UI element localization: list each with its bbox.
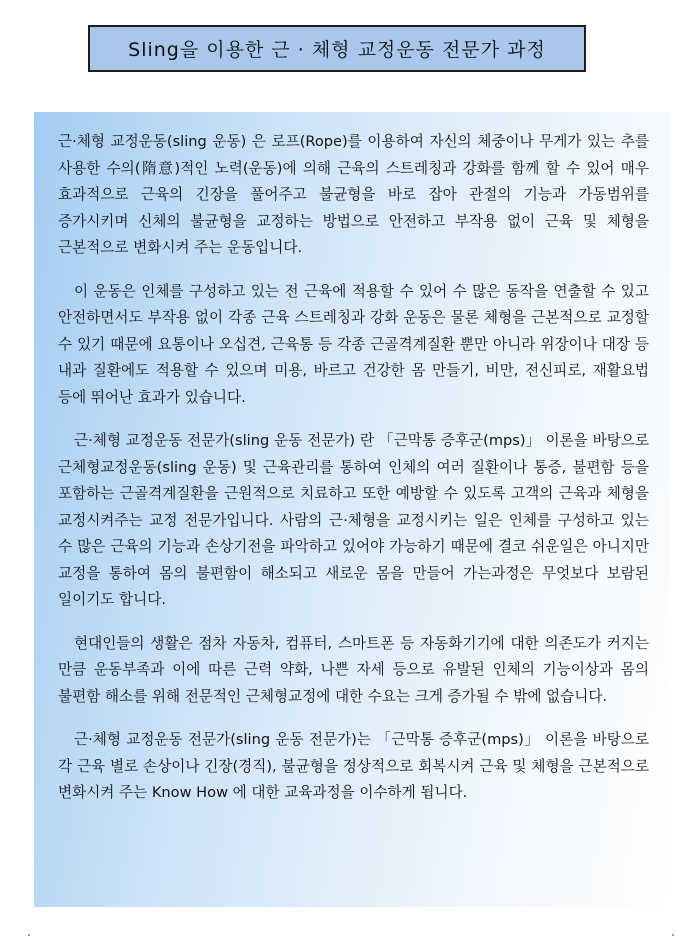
paragraph-applications: 이 운동은 인체를 구성하고 있는 전 근육에 적용할 수 있어 수 많은 동작을 연출할 수 있고 안전하면서도 부작용 없이 각종 근육 스트레칭과 강화 운동은 물론 체형을 근본적으로 교정할 수 있기 때문에 요통이나 오십견, 근육통 등 각종 근골격계질환 뿐만 아니라 위장이나 대장 등 내과 질환에도 적용할 수 있으며 미용, 바르고 건강한 몸 만들기, 비만, 전신피로, 재활요법 등에 뛰어난 효과가 있습니다. xyxy=(58,282,649,406)
paragraph-intro: 근·체형 교정운동(sling 운동) 은 로프(Rope)를 이용하여 자신의 체중이나 무게가 있는 추를 사용한 수의(隋意)적인 노력(운동)에 의해 근육의 스트레칭과 강화를 함께 할 수 있어 매우 효과적으로 근육의 긴장을 풀어주고 불균형을 바로 잡아 관절의 기능과 가동범위를 증가시키며 신체의 불균형을 교정하는 방법으로 안전하고 부작용 없이 근육 및 체형을 근본적으로 변화시켜 주는 운동입니다. xyxy=(58,133,649,256)
content-panel xyxy=(34,112,670,907)
page-title: Sling을 이용한 근 · 체형 교정운동 전문가 과정 xyxy=(128,39,546,61)
paragraph-expert-definition: 근·체형 교정운동 전문가(sling 운동 전문가) 란 「근막통 증후군(mps)」 이론을 바탕으로 근체형교정운동(sling 운동) 및 근육관리를 통하여 인체의 여러 질환이나 통증, 불편함 등을 포함하는 근골격계질환을 근원적으로 치료하고 또한 예방할 수 있도록 고객의 근육과 체형을 교정시켜주는 교정 전문가입니다. 사람의 근·체형을 교정시키는 일은 인체를 구성하고 있는 수 많은 근육의 기능과 손상기전을 파악하고 있어야 가능하기 때문에 결코 쉬운일은 아니지만 교정을 통하여 몸의 불편함이 해소되고 새로운 몸을 만들어 가는과정은 무엇보다 보람된 일이기도 합니다. xyxy=(58,432,649,608)
corner-mark-left xyxy=(28,934,30,936)
corner-mark-right xyxy=(672,934,674,936)
paragraph-modern-demand: 현대인들의 생활은 점차 자동차, 컴퓨터, 스마트폰 등 자동화기기에 대한 의존도가 커지는 만큼 운동부족과 이에 따른 근력 약화, 나쁜 자세 등으로 유발된 인체의 기능이상과 몸의 불편함 해소를 위해 전문적인 근체형교정에 대한 수요는 크게 증가될 수 밖에 없습니다. xyxy=(58,634,649,705)
title-box xyxy=(88,25,586,72)
paragraph-course-summary: 근·체형 교정운동 전문가(sling 운동 전문가)는 「근막통 증후군(mps)」 이론을 바탕으로 각 근육 별로 손상이나 긴장(경직), 불균형을 정상적으로 회복시켜 근육 및 체형을 근본적으로 변화시켜 주는 Know How 에 대한 교육과정을 이수하게 됩니다. xyxy=(58,731,649,801)
